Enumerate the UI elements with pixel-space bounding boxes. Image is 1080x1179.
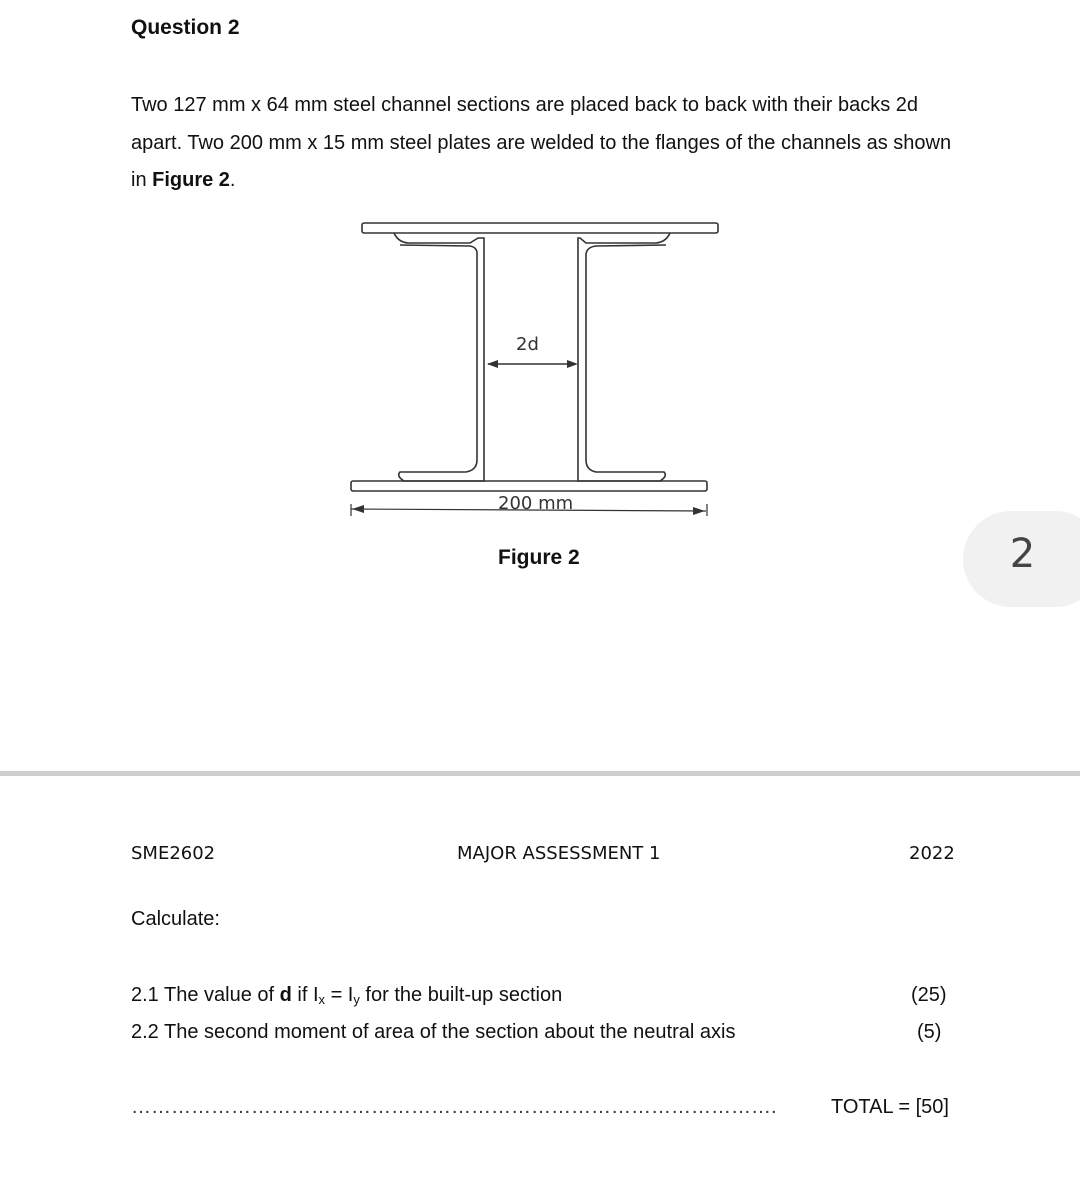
- width-arrow-right: [693, 507, 705, 515]
- question-item: [131, 984, 562, 1007]
- left-channel: [394, 233, 484, 481]
- assessment-year: 2022: [909, 843, 955, 864]
- right-channel: [578, 233, 670, 481]
- built-up-section-figure: [340, 212, 730, 532]
- item-bold-variable: d: [279, 984, 292, 1006]
- top-plate: [362, 223, 718, 233]
- item-text: = I: [325, 984, 354, 1006]
- item-marks: (5): [917, 1021, 942, 1043]
- item-marks: (25): [911, 984, 947, 1006]
- paragraph-end: .: [229, 169, 236, 191]
- total-dots: …………………………………………………………………………………….: [131, 1096, 777, 1118]
- gap-arrow-right: [567, 360, 578, 368]
- width-arrow-left: [352, 505, 364, 513]
- question-paragraph: [131, 87, 961, 200]
- question-item: 2.2 The second moment of area of the section about the neutral axis: [131, 1021, 736, 1043]
- question-title: Question 2: [131, 16, 240, 39]
- figure-reference: Figure 2: [152, 169, 230, 191]
- width-label: 200 mm: [498, 493, 574, 514]
- figure-caption: Figure 2: [498, 546, 580, 569]
- gap-arrow-left: [487, 360, 498, 368]
- calculate-label: Calculate:: [131, 908, 220, 930]
- item-text: 2.1 The value of: [131, 984, 280, 1006]
- item-text: for the built-up section: [359, 984, 563, 1006]
- paragraph-text: Two 127 mm x 64 mm steel channel sections are placed back to back with their backs 2d apart. Two 200 mm x 15 mm steel plates are welded to the flanges of the channels as shown in: [131, 94, 952, 191]
- subscript-x: x: [318, 992, 326, 1007]
- subscript-y: y: [353, 992, 360, 1007]
- total-label: TOTAL = [50]: [830, 1096, 949, 1118]
- assessment-title: MAJOR ASSESSMENT 1: [457, 843, 661, 864]
- total-line: [131, 1096, 949, 1119]
- item-text: if I: [291, 984, 319, 1006]
- page-number: 2: [1009, 531, 1036, 577]
- page-divider: [0, 771, 1080, 776]
- bottom-plate: [351, 481, 707, 491]
- module-code: SME2602: [131, 843, 216, 864]
- gap-label: 2d: [516, 334, 539, 355]
